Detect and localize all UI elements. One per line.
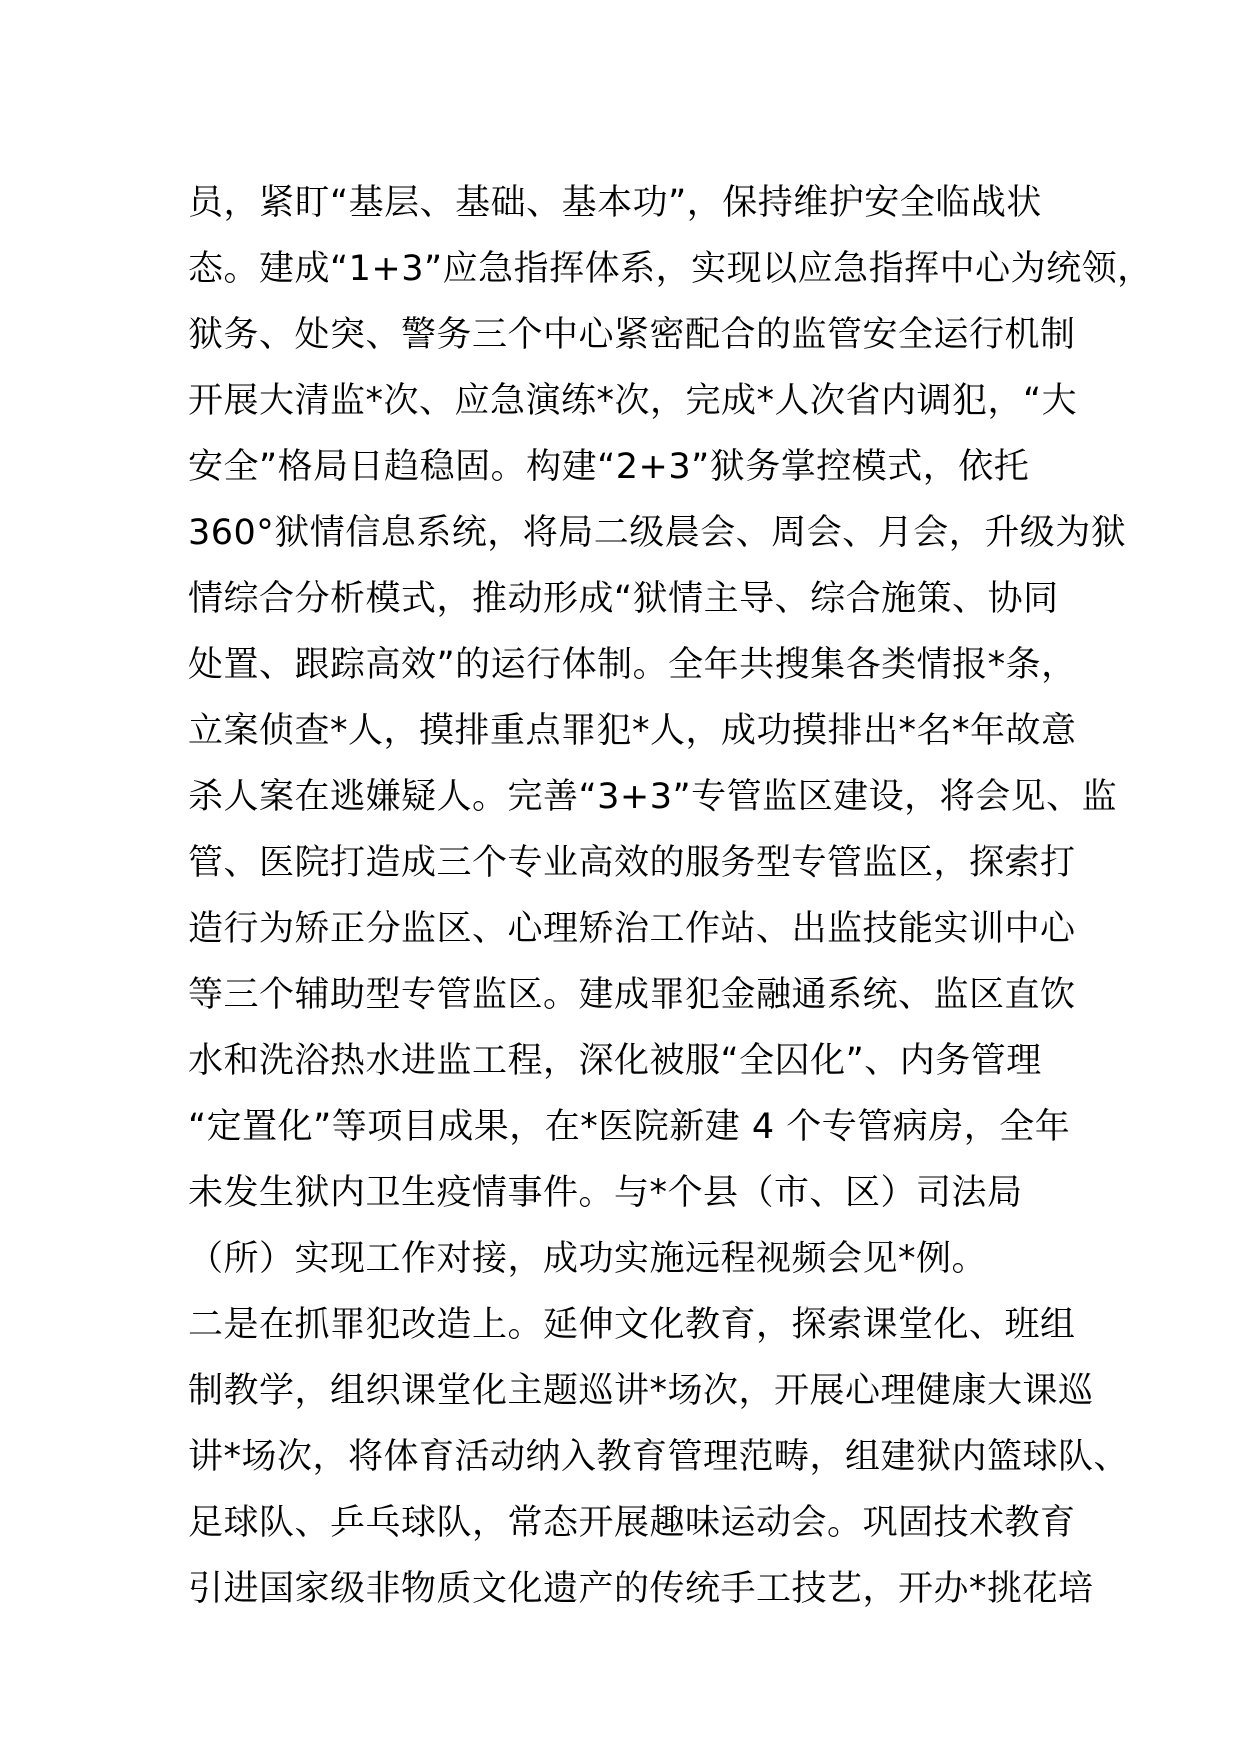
text-line: 未发生狱内卫生疫情事件。与*个县（市、区）司法局: [188, 1173, 1023, 1213]
text-line: 足球队、乒乓球队，常态开展趣味运动会。巩固技术教育: [188, 1503, 1076, 1543]
text-line: 处置、跟踪高效”的运行体制。全年共搜集各类情报*条，: [188, 645, 1077, 685]
text-line: 等三个辅助型专管监区。建成罪犯金融通系统、监区直饮: [188, 975, 1076, 1015]
text-line: 开展大清监*次、应急演练*次，完成*人次省内调犯，“大: [188, 381, 1078, 421]
text-line: 360°狱情信息系统，将局二级晨会、周会、月会，升级为狱: [188, 513, 1127, 553]
text-line: 讲*场次，将体育活动纳入教育管理范畴，组建狱内篮球队、: [188, 1437, 1130, 1477]
body-text: [188, 170, 1153, 1622]
text-line: 引进国家级非物质文化遗产的传统手工技艺，开办*挑花培: [188, 1569, 1094, 1609]
text-line: 造行为矫正分监区、心理矫治工作站、出监技能实训中心: [188, 909, 1076, 949]
text-line: 安全”格局日趋稳固。构建“2+3”狱务掌控模式，依托: [188, 447, 1030, 487]
text-line: 态。建成“1+3”应急指挥体系，实现以应急指挥中心为统领，: [188, 249, 1153, 289]
text-line: 水和洗浴热水进监工程，深化被服“全囚化”、内务管理: [188, 1041, 1042, 1081]
text-line: 狱务、处突、警务三个中心紧密配合的监管安全运行机制: [188, 315, 1076, 355]
text-line: （所）实现工作对接，成功实施远程视频会见*例。: [188, 1239, 988, 1279]
text-line: 员，紧盯“基层、基础、基本功”，保持维护安全临战状: [188, 183, 1042, 223]
text-line: 情综合分析模式，推动形成“狱情主导、综合施策、协同: [188, 579, 1059, 619]
text-line: 管、医院打造成三个专业高效的服务型专管监区，探索打: [188, 843, 1076, 883]
text-line: 立案侦查*人，摸排重点罪犯*人，成功摸排出*名*年故意: [188, 711, 1077, 751]
text-line: 二是在抓罪犯改造上。延伸文化教育，探索课堂化、班组: [188, 1305, 1076, 1345]
text-line: 杀人案在逃嫌疑人。完善“3+3”专管监区建设，将会见、监: [188, 777, 1118, 817]
text-line: 制教学，组织课堂化主题巡讲*场次，开展心理健康大课巡: [188, 1371, 1094, 1411]
text-line: “定置化”等项目成果，在*医院新建 4 个专管病房，全年: [188, 1107, 1071, 1147]
